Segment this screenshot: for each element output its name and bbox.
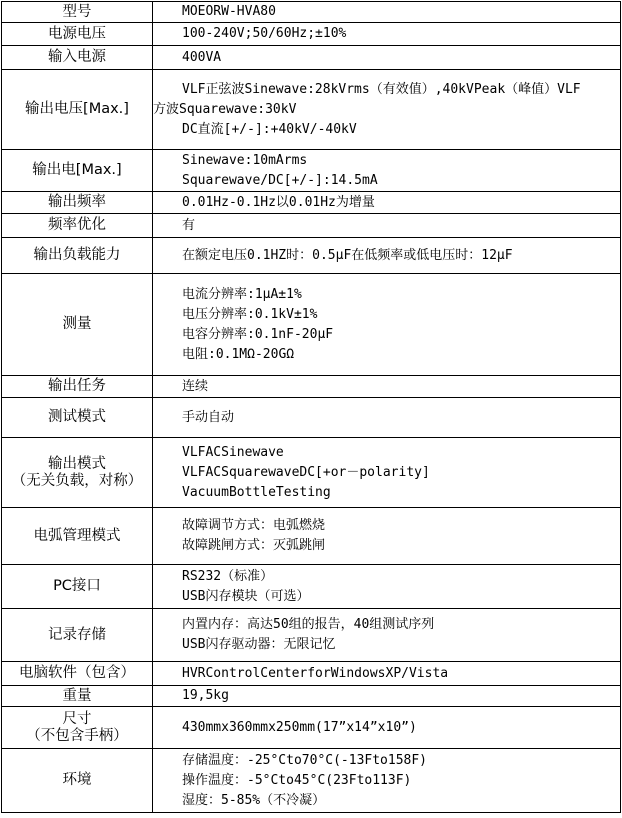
spec-sheet — [1, 1, 621, 813]
table-row — [2, 438, 621, 508]
table-row — [2, 707, 621, 749]
table-row — [2, 23, 621, 46]
value-line: 操作温度：-5°Cto45°C(23Fto113F) — [182, 772, 412, 788]
value-line: 电容分辨率:0.1nF-20μF — [182, 326, 334, 342]
table-row — [2, 686, 621, 707]
value-line: Squarewave/DC[+/-]:14.5mA — [182, 172, 378, 188]
row-label: PC接口 — [2, 565, 153, 609]
row-value — [153, 376, 621, 398]
row-value — [153, 565, 621, 609]
row-value — [153, 214, 621, 238]
row-value — [153, 238, 621, 274]
table-row — [2, 749, 621, 813]
value-line: 有 — [182, 217, 196, 233]
row-label: 记录存储 — [2, 609, 153, 662]
row-label: 环境 — [2, 749, 153, 813]
value-line: 连续 — [182, 378, 209, 394]
value-line: HVRControlCenterforWindowsXP/Vista — [182, 665, 449, 681]
row-value — [153, 662, 621, 686]
value-line: VacuumBottleTesting — [182, 484, 331, 500]
row-label-line: （无关负载，对称） — [11, 472, 143, 489]
row-label: 输出频率 — [2, 192, 153, 214]
table-row — [2, 376, 621, 398]
value-line: VLFACSinewave — [182, 444, 284, 460]
row-label: 重量 — [2, 686, 153, 707]
row-value — [153, 707, 621, 749]
table-row — [2, 609, 621, 662]
row-label: 输出电[Max.] — [2, 150, 153, 192]
table-row — [2, 2, 621, 23]
row-label: 测量 — [2, 274, 153, 376]
row-label: 电弧管理模式 — [2, 508, 153, 565]
value-line: MOEORW-HVA80 — [182, 4, 276, 19]
value-line: VLF正弦波Sinewave:28kVrms（有效值）,40kVPeak（峰值）VLF — [182, 81, 581, 97]
row-label-line: 输出模式 — [48, 455, 106, 472]
table-row — [2, 274, 621, 376]
row-value — [153, 609, 621, 662]
table-row — [2, 192, 621, 214]
value-line: 电阻:0.1MΩ-20GΩ — [182, 346, 295, 362]
value-line: 0.01Hz-0.1Hz以0.01Hz为增量 — [182, 194, 375, 210]
row-value — [153, 749, 621, 813]
value-line: 电压分辨率:0.1kV±1% — [182, 306, 318, 322]
row-label: 输入电源 — [2, 46, 153, 70]
value-line: 400VA — [182, 49, 222, 65]
row-label — [2, 707, 153, 749]
value-line: USB闪存驱动器：无限记忆 — [182, 637, 336, 652]
value-line: VLFACSquarewaveDC[+or－polarity] — [182, 464, 430, 480]
value-line: 故障调节方式：电弧燃烧 — [182, 518, 326, 533]
row-value — [153, 192, 621, 214]
row-label: 电脑软件（包含） — [2, 662, 153, 686]
value-line: 430mmx360mmx250mm(17”x14”x10”) — [182, 719, 417, 735]
row-label: 输出电压[Max.] — [2, 70, 153, 150]
spec-table — [1, 1, 621, 813]
row-value — [153, 438, 621, 508]
row-label: 输出负载能力 — [2, 238, 153, 274]
table-row — [2, 46, 621, 70]
table-row — [2, 662, 621, 686]
row-value — [153, 70, 621, 150]
value-line: 19,5kg — [182, 688, 229, 703]
row-label-line: （不包含手柄） — [26, 727, 128, 744]
value-line: RS232（标准） — [182, 568, 274, 584]
value-line: 手动自动 — [182, 409, 235, 425]
value-line: DC直流[+/-]:+40kV/-40kV — [182, 121, 357, 137]
value-line: 100-240V;50/60Hz;±10% — [182, 26, 347, 41]
table-row — [2, 565, 621, 609]
table-row — [2, 508, 621, 565]
row-label — [2, 438, 153, 508]
value-line: 湿度：5-85%（不冷凝） — [182, 792, 326, 808]
row-label: 输出任务 — [2, 376, 153, 398]
table-row — [2, 398, 621, 438]
row-value — [153, 46, 621, 70]
row-value — [153, 2, 621, 23]
row-value — [153, 686, 621, 707]
row-label: 型号 — [2, 2, 153, 23]
row-value — [153, 23, 621, 46]
row-label: 频率优化 — [2, 214, 153, 238]
row-label: 测试模式 — [2, 398, 153, 438]
table-row — [2, 238, 621, 274]
row-value — [153, 274, 621, 376]
row-value — [153, 508, 621, 565]
value-line: 故障跳闸方式：灭弧跳闸 — [182, 538, 326, 553]
value-line: USB闪存模块（可选） — [182, 588, 310, 604]
row-value — [153, 398, 621, 438]
row-value — [153, 150, 621, 192]
value-line: 电流分辨率:1μA±1% — [182, 286, 302, 302]
table-row — [2, 214, 621, 238]
table-row — [2, 150, 621, 192]
row-label-line: 尺寸 — [62, 710, 92, 727]
value-line: 内置内存：高达50组的报告，40组测试序列 — [182, 617, 435, 632]
value-line: 在额定电压0.1HZ时：0.5μF在低频率或低电压时：12μF — [182, 247, 513, 263]
value-line: 存储温度：-25°Cto70°C(-13Fto158F) — [182, 752, 428, 768]
value-line: Sinewave:10mArms — [182, 152, 308, 168]
row-label: 电源电压 — [2, 23, 153, 46]
value-line: 方波Squarewave:30kV — [153, 101, 297, 117]
table-row — [2, 70, 621, 150]
